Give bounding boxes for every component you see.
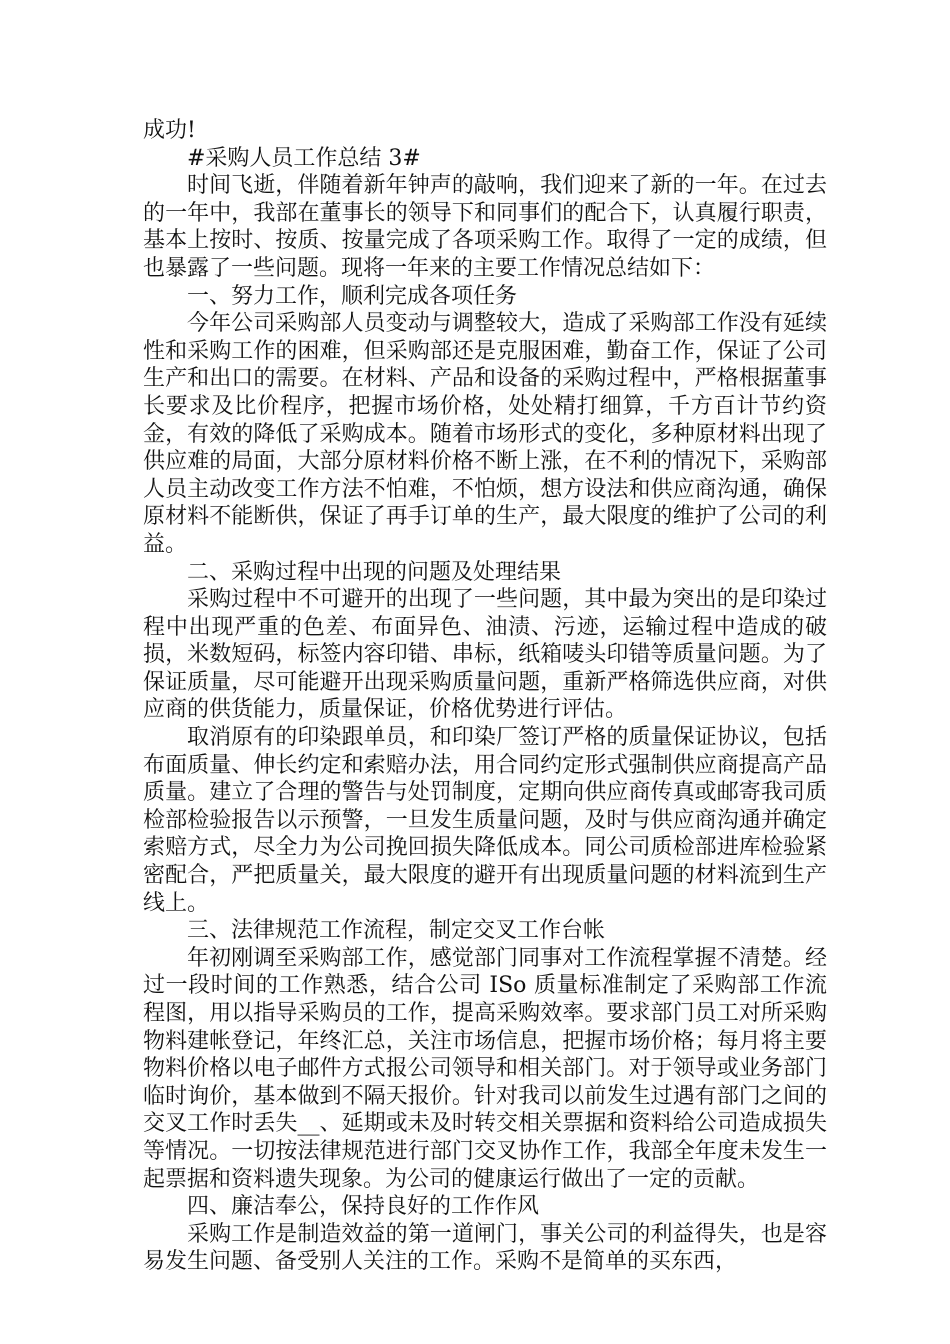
section2-paragraph-1: 采购过程中不可避开的出现了一些问题，其中最为突出的是印染过程中出现严重的色差、布面异色、油渍、污迹，运输过程中造成的破损，米数短码，标签内容印错、串标，纸箱唛头印错等质量问题。为了保证质量，尽可能避开出现采购质量问题，重新严格筛选供应商，对供应商的供货能力，质量保证，价格优势进行评估。 [143, 587, 827, 723]
continuation-text: 成功! [143, 118, 196, 143]
section2-paragraph-2: 取消原有的印染跟单员，和印染厂签订严格的质量保证协议，包括布面质量、伸长约定和索赔办法，用合同约定形式强制供应商提高产品质量。建立了合理的警告与处罚制度，定期向供应商传真或邮寄我司质检部检验报告以示预警，一旦发生质量问题，及时与供应商沟通并确定索赔方式，尽全力为公司挽回损失降低成本。同公司质检部进库检验紧密配合，严把质量关，最大限度的避开有出现质量问题的材料流到生产线上。 [143, 725, 827, 916]
section1-title: 一、努力工作，顺利完成各项任务 [187, 283, 518, 309]
section3-title: 三、法律规范工作流程，制定交叉工作台帐 [187, 918, 606, 944]
section-heading: #采购人员工作总结 3# [187, 145, 421, 171]
section4-title: 四、廉洁奉公，保持良好的工作作风 [187, 1194, 540, 1220]
section1-paragraph: 今年公司采购部人员变动与调整较大，造成了采购部工作没有延续性和采购工作的困难，但采购部还是克服困难，勤奋工作，保证了公司生产和出口的需要。在材料、产品和设备的采购过程中，严格根据董事长要求及比价程序，把握市场价格，处处精打细算，千方百计节约资金，有效的降低了采购成本。随着市场形式的变化，多种原材料出现了供应难的局面，大部分原材料价格不断上涨，在不利的情况下，采购部人员主动改变工作方法不怕难，不怕烦，想方设法和供应商沟通，确保原材料不能断供，保证了再手订单的生产，最大限度的维护了公司的利益。 [143, 311, 827, 557]
section3-paragraph: 年初刚调至采购部工作，感觉部门同事对工作流程掌握不清楚。经过一段时间的工作熟悉，结合公司 ISo 质量标准制定了采购部工作流程图，用以指导采购员的工作，提高采购效率。要求部门员工对所采购物料建帐登记，年终汇总，关注市场信息，把握市场价格；每月将主要物料价格以电子邮件方式报公司领导和相关部门。对于领导或业务部门临时询价，基本做到不隔天报价。针对我司以前发生过遇有部门之间的交叉工作时丢失__、延期或未及时转交相关票据和资料给公司造成损失等情况。一切按法律规范进行部门交叉协作工作，我部全年度未发生一起票据和资料遗失现象。为公司的健康运行做出了一定的贡献。 [143, 945, 827, 1192]
section4-paragraph: 采购工作是制造效益的第一道闸门，事关公司的利益得失，也是容易发生问题、备受别人关注的工作。采购不是简单的买东西， [143, 1221, 827, 1275]
document-page [143, 117, 827, 1276]
intro-paragraph: 时间飞逝，伴随着新年钟声的敲响，我们迎来了新的一年。在过去的一年中，我部在董事长的领导下和同事们的配合下，认真履行职责，基本上按时、按质、按量完成了各项采购工作。取得了一定的成绩，但也暴露了一些问题。现将一年来的主要工作情况总结如下： [143, 173, 827, 281]
section2-title: 二、采购过程中出现的问题及处理结果 [187, 559, 562, 585]
